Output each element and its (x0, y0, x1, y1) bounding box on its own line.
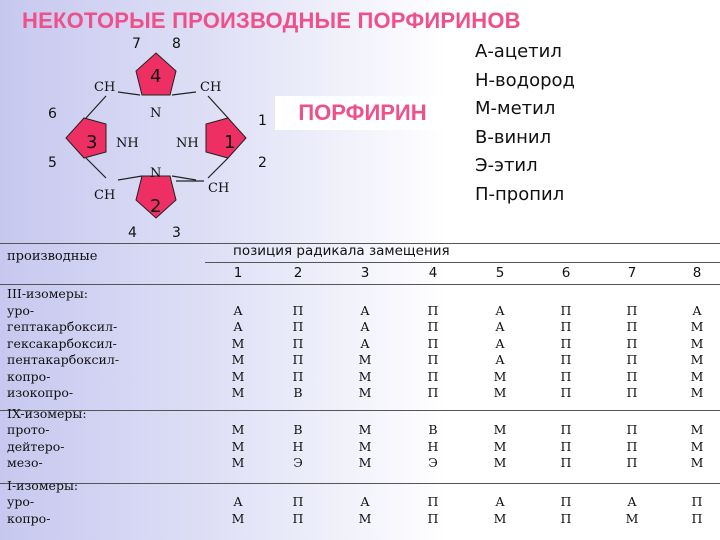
table-row (0, 406, 720, 423)
page-title: НЕКОТОРЫЕ ПРОИЗВОДНЫЕ ПОРФИРИНОВ (22, 8, 521, 33)
row-name: гептакарбоксил- (7, 319, 118, 334)
cell-position-1: М (231, 368, 245, 384)
cell-position-5: А (495, 302, 505, 318)
cell-position-6: П (560, 335, 572, 351)
cell-position-7: П (626, 335, 638, 351)
row-name: прото- (7, 422, 50, 437)
cell-position-3: А (360, 302, 370, 318)
cell-position-2: П (292, 494, 304, 509)
cell-position-7: П (626, 368, 638, 384)
cell-position-4: П (427, 352, 439, 367)
methine-ch-bottom-right: CH (208, 181, 230, 196)
cell-position-5: М (493, 385, 507, 400)
cell-position-5: М (493, 455, 507, 470)
cell-position-8: М (690, 438, 704, 454)
cell-position-3: А (360, 335, 370, 351)
position-5-label: 5 (48, 155, 57, 171)
cell-position-8: М (690, 352, 704, 367)
position-header-5: 5 (495, 265, 505, 281)
cell-position-1: М (231, 335, 245, 351)
cell-position-4: П (427, 368, 439, 384)
cell-position-4: П (427, 510, 439, 526)
legend-item: П-пропил (475, 183, 565, 205)
cell-position-2: В (293, 385, 303, 400)
cell-position-2: В (293, 422, 303, 437)
table-row (0, 352, 720, 369)
cell-position-2: П (292, 335, 304, 351)
porphyrin-label: ПОРФИРИН (275, 96, 450, 130)
cell-position-3: М (358, 422, 372, 437)
cell-position-2: П (292, 302, 304, 318)
cell-position-3: А (360, 319, 370, 334)
cell-position-7: П (626, 352, 638, 367)
cell-position-1: М (231, 438, 245, 454)
table-row (0, 369, 720, 386)
header-bottom-border (0, 284, 720, 285)
cell-position-7: П (626, 438, 638, 454)
table-row (0, 286, 720, 303)
position-1-label: 1 (258, 113, 267, 129)
position-8-label: 8 (172, 36, 181, 52)
cell-position-6: П (560, 352, 572, 367)
table-row (0, 494, 720, 511)
position-header-2: 2 (293, 265, 303, 281)
cell-position-5: А (495, 352, 505, 367)
cell-position-1: М (231, 352, 245, 367)
cell-position-7: П (626, 422, 638, 437)
position-header-1: 1 (233, 265, 243, 281)
cell-position-7: П (626, 385, 638, 400)
position-7-label: 7 (132, 36, 141, 52)
cell-position-5: М (493, 510, 507, 526)
cell-position-5: М (493, 422, 507, 437)
cell-position-3: М (358, 455, 372, 470)
cell-position-5: А (495, 335, 505, 351)
row-name: пентакарбоксил- (7, 352, 120, 367)
position-2-label: 2 (258, 155, 267, 171)
cell-position-6: П (560, 438, 572, 454)
row-name: уро- (7, 494, 35, 509)
subheader-border (205, 262, 720, 263)
row-name: копро- (7, 510, 51, 526)
position-header-8: 8 (692, 265, 702, 281)
cell-position-1: М (231, 455, 245, 470)
cell-position-6: П (560, 385, 572, 400)
table-row (0, 455, 720, 472)
cell-position-7: П (626, 455, 638, 470)
position-4-label: 4 (128, 225, 137, 241)
cell-position-3: М (358, 385, 372, 400)
cell-position-8: П (691, 494, 703, 509)
position-header-7: 7 (627, 265, 637, 281)
methine-ch-top-left: CH (94, 80, 116, 95)
cell-position-8: М (690, 319, 704, 334)
row-name: изокопро- (7, 385, 74, 400)
cell-position-4: Н (427, 438, 439, 454)
cell-position-6: П (560, 302, 572, 318)
cell-position-7: П (626, 319, 638, 334)
row-name: IX-изомеры: (7, 405, 87, 421)
cell-position-4: П (427, 302, 439, 318)
cell-position-5: М (493, 438, 507, 454)
ring-2-label: 2 (150, 196, 162, 217)
cell-position-3: М (358, 368, 372, 384)
position-group-header: позиция радикала замещения (233, 243, 450, 259)
table-row (0, 385, 720, 402)
cell-position-7: А (627, 494, 637, 509)
table-row (0, 319, 720, 336)
cell-position-6: П (560, 368, 572, 384)
cell-position-4: П (427, 335, 439, 351)
legend-item: Э-этил (475, 155, 538, 176)
nh-right: NH (176, 136, 199, 151)
table-row (0, 511, 720, 528)
cell-position-2: П (292, 319, 304, 334)
cell-position-7: М (625, 510, 639, 526)
cell-position-6: П (560, 510, 572, 526)
cell-position-5: А (495, 494, 505, 509)
table-row (0, 336, 720, 353)
methine-ch-bottom-left: CH (94, 188, 116, 203)
table-body (0, 286, 720, 527)
legend-item: А-ацетил (475, 41, 562, 62)
cell-position-6: П (560, 319, 572, 334)
cell-position-1: А (233, 494, 243, 509)
row-name: уро- (7, 302, 35, 318)
cell-position-2: П (292, 368, 304, 384)
position-header-3: 3 (360, 265, 370, 281)
cell-position-8: М (690, 368, 704, 384)
cell-position-6: П (560, 455, 572, 470)
derivatives-header: производные (7, 249, 98, 264)
cell-position-6: П (560, 422, 572, 437)
cell-position-4: П (427, 494, 439, 509)
cell-position-8: М (690, 422, 704, 437)
cell-position-2: Э (293, 455, 303, 470)
cell-position-3: М (358, 352, 372, 367)
position-6-label: 6 (48, 106, 57, 122)
row-name: III-изомеры: (7, 286, 88, 301)
methine-ch-top-right: CH (200, 80, 222, 95)
row-name: копро- (7, 368, 51, 384)
cell-position-7: П (626, 302, 638, 318)
ring-4-label: 4 (150, 66, 162, 87)
cell-position-8: М (690, 335, 704, 351)
table-row (0, 303, 720, 320)
cell-position-5: А (495, 319, 505, 334)
cell-position-8: М (690, 385, 704, 400)
cell-position-6: П (560, 494, 572, 509)
row-name: гексакарбоксил- (7, 335, 117, 351)
cell-position-4: П (427, 319, 439, 334)
cell-position-1: М (231, 385, 245, 400)
cell-position-2: Н (292, 438, 304, 454)
legend (475, 38, 575, 209)
legend-item: В-винил (475, 126, 552, 148)
cell-position-3: А (360, 494, 370, 509)
row-name: I-изомеры: (7, 477, 79, 493)
ring-3-label: 3 (86, 132, 98, 153)
cell-position-4: Э (428, 455, 438, 470)
nitrogen-top: N (150, 106, 162, 121)
table-row (0, 478, 720, 495)
row-name: мезо- (7, 455, 43, 470)
ring-1-label: 1 (224, 132, 236, 153)
nh-left: NH (116, 136, 139, 151)
cell-position-1: М (231, 422, 245, 437)
cell-position-4: П (427, 385, 439, 400)
nitrogen-bottom: N (150, 166, 162, 181)
table-row (0, 439, 720, 456)
cell-position-1: М (231, 510, 245, 526)
table-row (0, 422, 720, 439)
cell-position-1: А (233, 302, 243, 318)
position-header-6: 6 (561, 265, 571, 281)
cell-position-2: П (292, 510, 304, 526)
legend-item: Н-водород (475, 69, 575, 91)
position-3-label: 3 (172, 225, 181, 241)
cell-position-8: П (691, 510, 703, 526)
cell-position-3: М (358, 438, 372, 454)
cell-position-1: А (233, 319, 243, 334)
cell-position-8: А (692, 302, 702, 318)
position-header-4: 4 (428, 265, 438, 281)
cell-position-4: В (428, 422, 438, 437)
cell-position-8: М (690, 455, 704, 470)
row-name: дейтеро- (7, 438, 65, 454)
cell-position-5: М (493, 368, 507, 384)
cell-position-2: П (292, 352, 304, 367)
cell-position-3: М (358, 510, 372, 526)
legend-item: М-метил (475, 98, 556, 119)
